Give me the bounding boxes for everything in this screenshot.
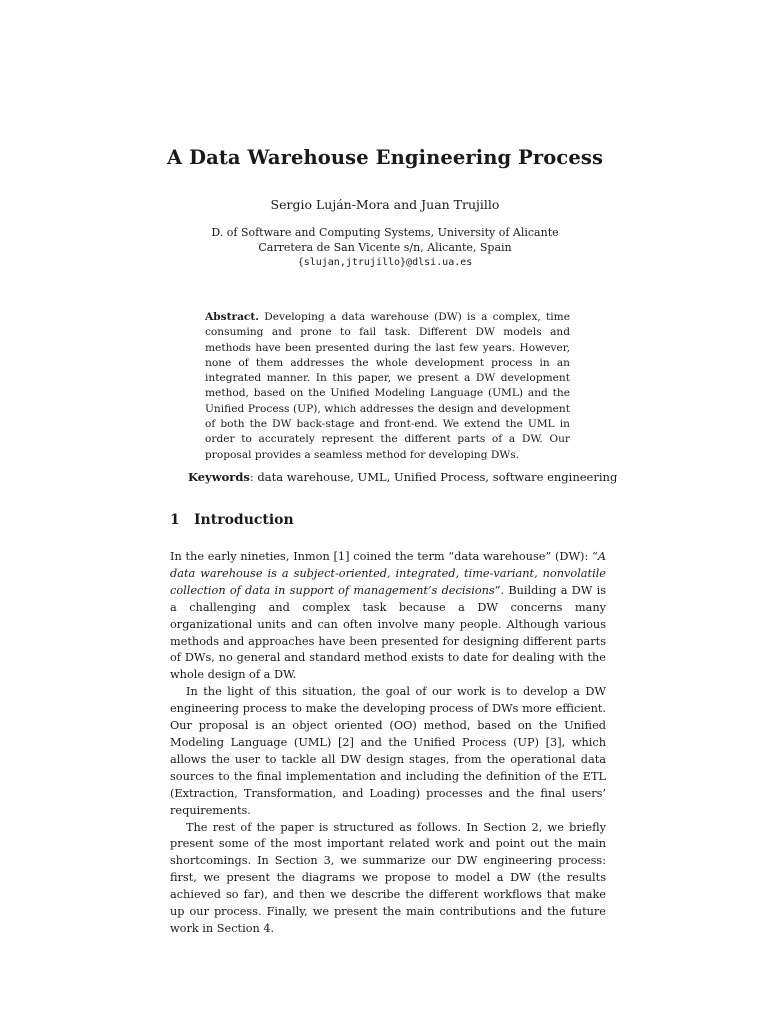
section-number: 1 (170, 512, 180, 528)
body-text (170, 549, 606, 938)
keywords (188, 470, 618, 484)
author-email: {slujan,jtrujillo}@dlsi.ua.es (297, 257, 473, 268)
keywords-heading: Keywords (188, 470, 250, 484)
paragraph-2: In the light of this situation, the goal of our work is to develop a DW engineering process to make the developing process of DWs more efficient. Our proposal is an object oriented (OO) method, based on the Unified Modeling Language (UML) [2] and the Unified Process (UP) [3], which allows the user to tackle all DW design stages, from the operational data sources to the final implementation and including the definition of the ETL (Extraction, Transformation, and Loading) processes and the final users’ requirements. (170, 685, 606, 817)
affiliation-line-1: D. of Software and Computing Systems, University of Alicante (211, 226, 559, 239)
paper-authors: Sergio Luján-Mora and Juan Trujillo (270, 197, 500, 212)
paper-title: A Data Warehouse Engineering Process (166, 146, 604, 169)
paragraph-1-end: ”. Building a DW is a challenging and complex task because a DW concerns many organizational units and can often involve many people. Although various methods and approaches have been presented for designing different parts of DWs, no general and standard method exists to date for dealing with the whole design of a DW. (170, 583, 606, 682)
abstract (205, 310, 570, 463)
affiliation-line-2: Carretera de San Vicente s/n, Alicante, Spain (258, 241, 512, 254)
paragraph-1-quote: A data warehouse is a subject-oriented, integrated, time-variant, nonvolatile collection of data in support of management’s decisions (170, 550, 606, 597)
abstract-text: Developing a data warehouse (DW) is a complex, time consuming and prone to fail task. Different DW models and methods have been presented during the last few years. However, none of them addresses the whole development process in an integrated manner. In this paper, we present a DW development method, based on the Unified Modeling Language (UML) and the Unified Process (UP), which addresses the design and development of both the DW back-stage and front-end. We extend the UML in order to accurately represent the different parts of a DW. Our proposal provides a seamless method for developing DWs. (205, 311, 570, 461)
paragraph-1-start: In the early nineties, Inmon [1] coined the term “data warehouse” (DW): “ (170, 550, 598, 563)
keywords-text: : data warehouse, UML, Unified Process, software engineering (249, 470, 618, 484)
section-title: Introduction (194, 512, 294, 528)
abstract-heading: Abstract. (205, 311, 259, 323)
section-heading (170, 512, 294, 528)
affiliation (0, 225, 770, 270)
paragraph-1 (170, 549, 606, 684)
paragraph-3: The rest of the paper is structured as follows. In Section 2, we briefly present some of the most important related work and point out the main shortcomings. In Section 3, we summarize our DW engineering process: first, we present the diagrams we propose to model a DW (the results achieved so far), and then we describe the different workflows that make up our process. Finally, we present the main contributions and the future work in Section 4. (170, 820, 606, 935)
